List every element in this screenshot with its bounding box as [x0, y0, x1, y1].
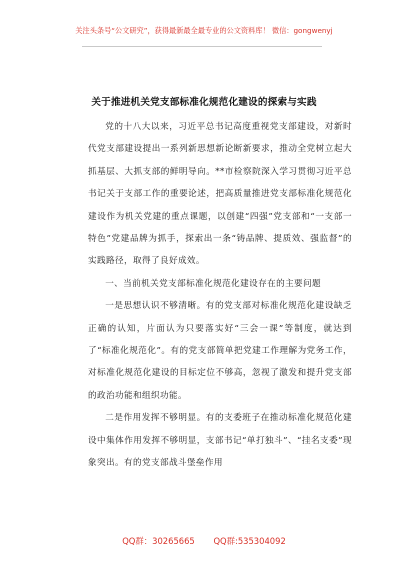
document-title: 关于推进机关党支部标准化规范化建设的探索与实践	[91, 97, 317, 108]
qq-group-2: QQ群:535304092	[213, 536, 286, 546]
body-paragraph: 二是作用发挥不够明显。有的支委班子在推动标准化规范化建设中集体作用发挥不够明显，支部书记“单打独斗”、“挂名支委”现象突出。有的党支部战斗堡垒作用	[88, 413, 352, 469]
section-heading: 一、当前机关党支部标准化规范化建设存在的主要问题	[105, 278, 322, 289]
body-paragraph: 一是思想认识不够清晰。有的党支部对标准化规范化建设缺乏正确的认知，片面认为只要落实好“三会一课”等制度，就达到了“标准化规范化”。有的党支部简单把党建工作理解为党务工作，对标准化规范化建设的目标定位不够高，忽视了激发和提升党支部的政治功能和组织功能。	[88, 301, 352, 401]
header-divider	[82, 46, 322, 47]
document-body	[88, 116, 352, 475]
header-banner: 关注头条号“公文研究”，获得最新最全最专业的公文资料库！ 微信：gongwenyj	[75, 26, 333, 35]
qq-group-1: QQ群：30265665	[122, 536, 195, 546]
footer-contact	[0, 535, 408, 547]
intro-paragraph: 党的十八大以来，习近平总书记高度重视党支部建设，对新时代党支部建设提出一系列新思想新论断新要求，推动全党树立起大抓基层、大抓支部的鲜明导向。**市检察院深入学习贯彻习近平总书记关于支部工作的重要论述，把高质量推进党支部标准化规范化建设作为机关党建的重点课题，以创建“四强”党支部和“一支部一特色”党建品牌为抓手，探索出一条“铸品牌、提质效、强监督”的实践路径，取得了良好成效。	[88, 122, 352, 267]
